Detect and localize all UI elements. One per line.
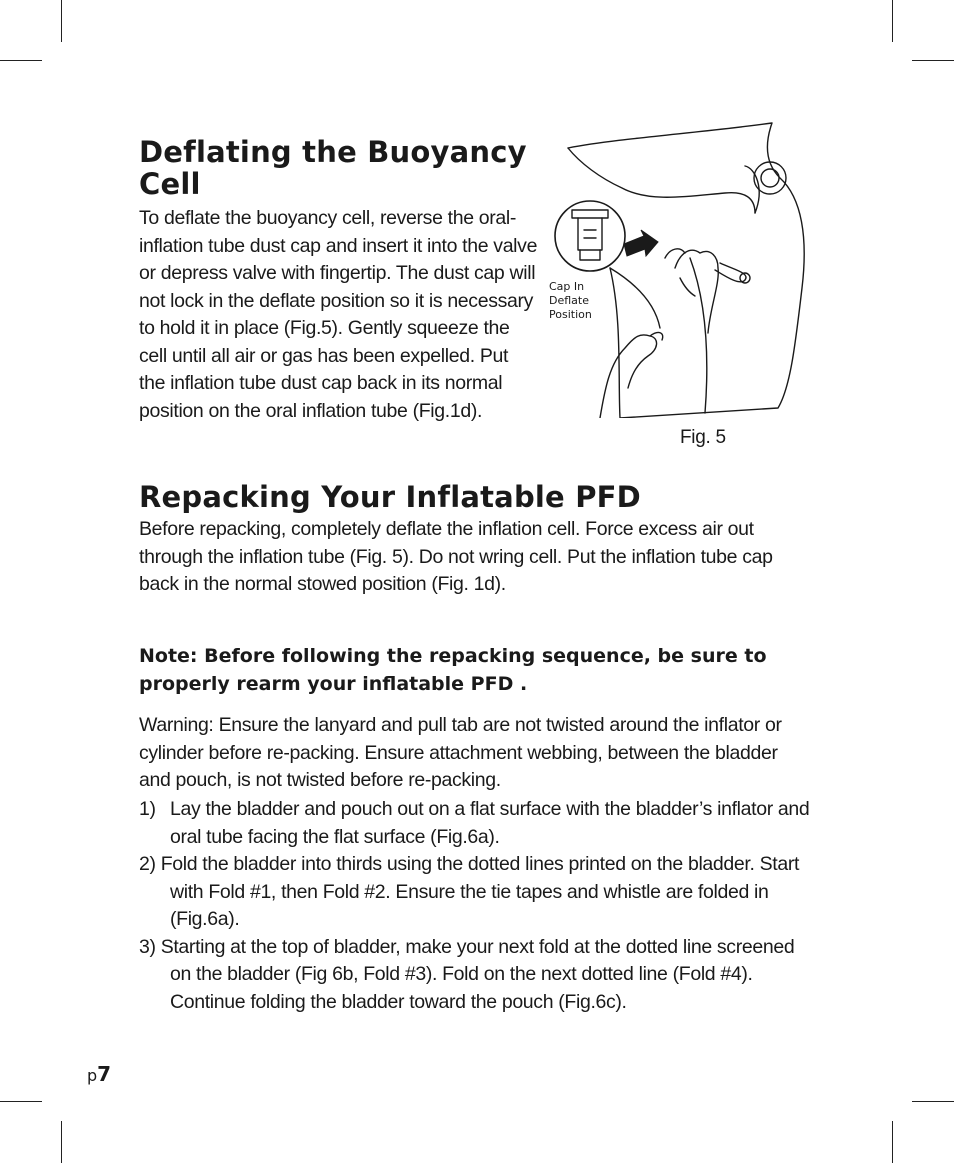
- crop-mark: [892, 0, 893, 42]
- list-item: [139, 796, 819, 851]
- crop-mark: [61, 0, 62, 42]
- logo-seal: [754, 162, 786, 194]
- page-prefix: p: [87, 1066, 98, 1085]
- step-text: 2) Fold the bladder into thirds using the dotted lines printed on the bladder. Start with Fold #1, then Fold #2. Ensure the tie tapes and whistle are folded in (Fig.6a).: [139, 853, 800, 930]
- page-number-value: 7: [97, 1062, 112, 1086]
- bladder-top-fold: [568, 148, 755, 213]
- deflating-paragraph: To deflate the buoyancy cell, reverse the oral-inflation tube dust cap and insert it into the valve or depress valve with fingertip. The dust cap will not lock in the deflate position so it is necessary to hold it in place (Fig.5). Gently squeeze the cell until all air or gas has been expelled. Put the inflation tube dust cap back in its normal position on the oral inflation tube (Fig.1d).: [139, 207, 538, 422]
- repacking-steps: [139, 796, 819, 1016]
- list-item: [139, 934, 819, 1017]
- fig5-illustration: [540, 118, 810, 418]
- warning-paragraph: Warning: Ensure the lanyard and pull tab are not twisted around the inflator or cylinder before re-packing. Ensure attachment webbing, between the bladder and pouch, is not twisted before re-packing.: [139, 714, 782, 791]
- fig5-label-line3: Position: [549, 308, 592, 321]
- crop-mark: [912, 60, 954, 61]
- crop-mark: [912, 1101, 954, 1102]
- crop-mark: [892, 1121, 893, 1163]
- crop-mark: [0, 60, 42, 61]
- page-number: [87, 1062, 111, 1086]
- step-text: 3) Starting at the top of bladder, make your next fold at the dotted line screened on the bladder (Fig 6b, Fold #3). Fold on the next dotted line (Fold #4). Continue folding the bladder toward the pouch (Fig.6c).: [139, 935, 795, 1013]
- crop-mark: [61, 1121, 62, 1163]
- lower-hand: [600, 335, 657, 418]
- step-number: 1): [139, 798, 156, 820]
- section-title-repacking: Repacking Your Inflatable PFD: [139, 480, 641, 514]
- fig5-caption: Fig. 5: [680, 427, 726, 448]
- section-title-deflating: Deflating the Buoyancy Cell: [139, 135, 527, 201]
- step-text: Lay the bladder and pouch out on a flat surface with the bladder’s inflator and oral tube facing the flat surface (Fig.6a).: [170, 798, 810, 848]
- list-item: [139, 851, 819, 934]
- fig5-label-line1: Cap In: [549, 280, 585, 293]
- arrow-icon: [624, 230, 658, 256]
- repacking-paragraph: Before repacking, completely deflate the inflation cell. Force excess air out through the inflation tube (Fig. 5). Do not wring cell. Put the inflation tube cap back in the normal stowed position (Fig. 1d).: [139, 518, 773, 595]
- rearm-note: Note: Before following the repacking sequence, be sure to properly rearm your inflatable PFD .: [139, 645, 767, 695]
- crop-mark: [0, 1101, 42, 1102]
- bladder-outline: [568, 123, 804, 418]
- fig5-label-line2: Deflate: [549, 294, 589, 307]
- upper-hand: [675, 250, 718, 333]
